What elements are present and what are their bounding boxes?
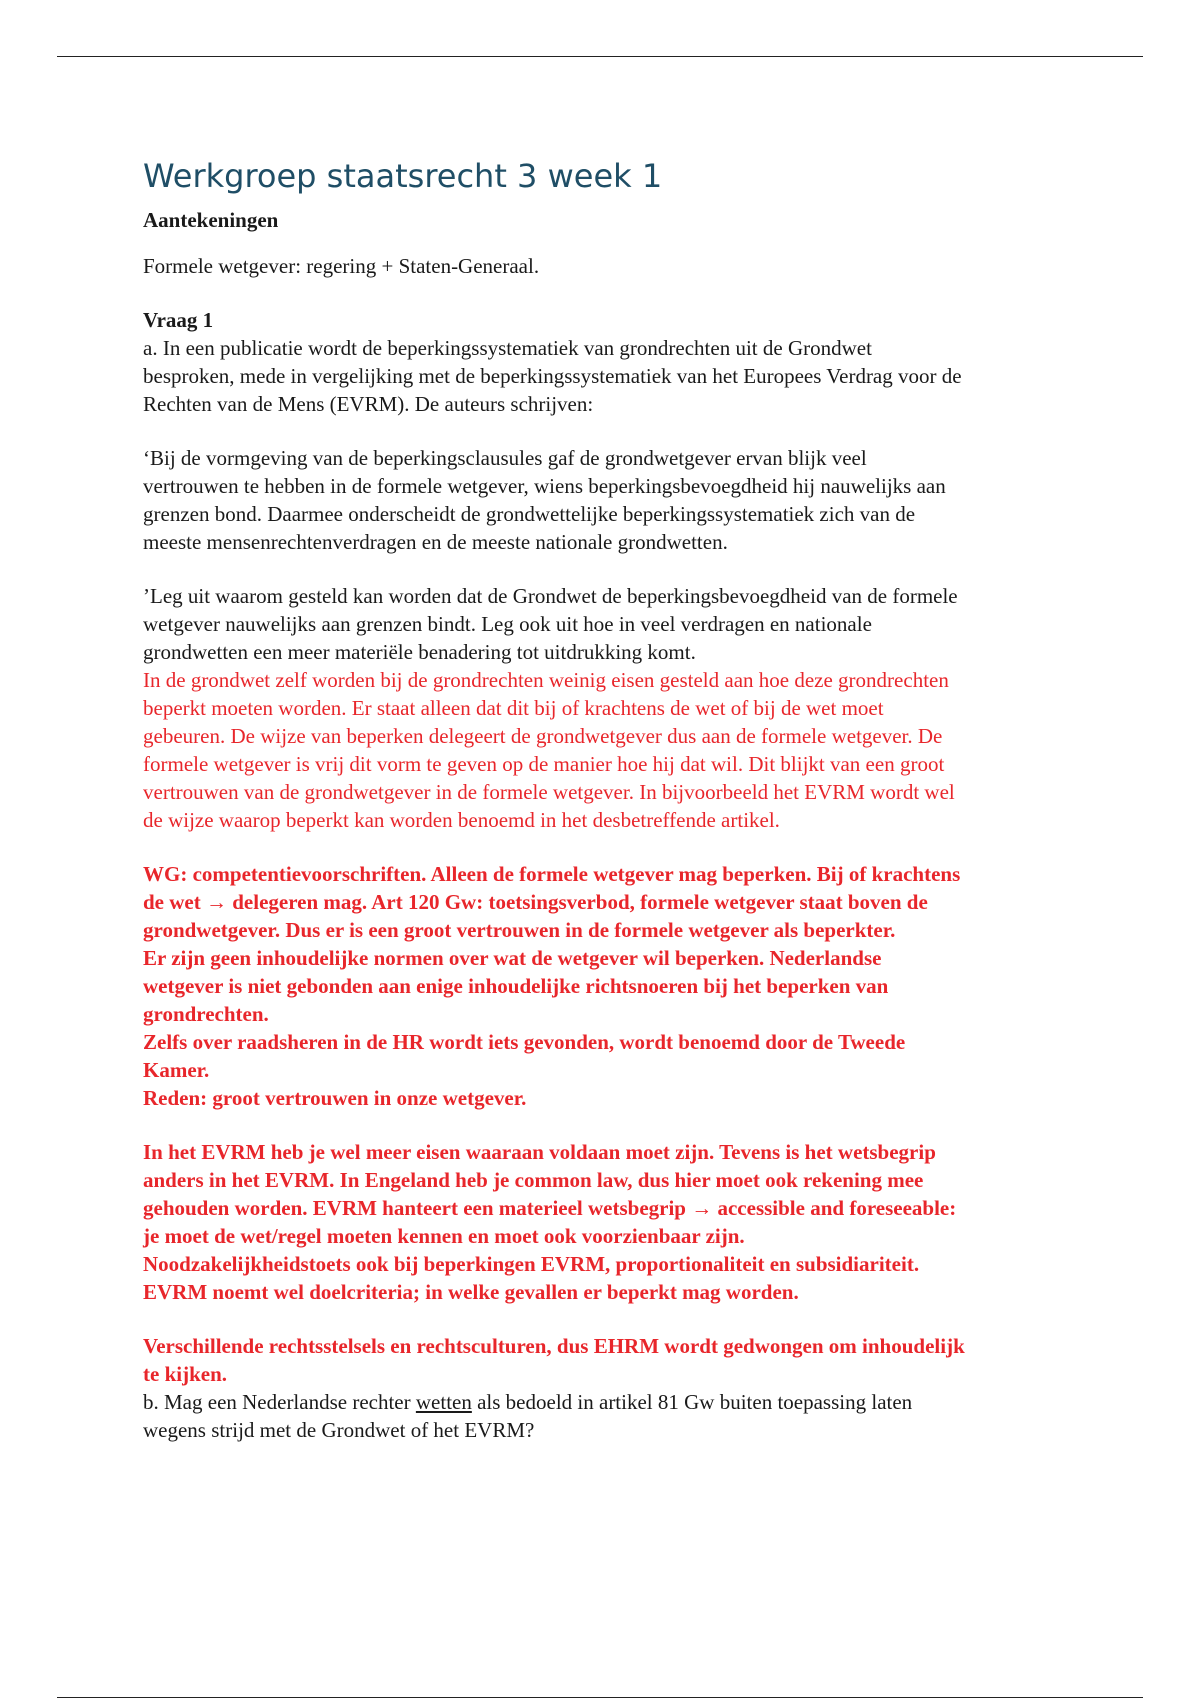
header-rule bbox=[57, 56, 1143, 57]
answer-line: In de grondwet zelf worden bij de grondrechten weinig eisen gesteld aan hoe deze grondrechten bbox=[143, 668, 949, 692]
footer-rule bbox=[57, 1697, 1143, 1698]
answer-line: de wijze waarop beperkt kan worden benoemd in het desbetreffende artikel. bbox=[143, 808, 780, 832]
question-1b bbox=[143, 1388, 1103, 1444]
note-line: grondwetgever. Dus er is een groot vertrouwen in de formele wetgever als beperkter. bbox=[143, 918, 896, 942]
quote-block bbox=[143, 444, 1103, 556]
note-line: Er zijn geen inhoudelijke normen over wat de wetgever wil beperken. Nederlandse bbox=[143, 946, 882, 970]
note-line: EVRM noemt wel doelcriteria; in welke gevallen er beperkt mag worden. bbox=[143, 1280, 799, 1304]
answer-line: beperkt moeten worden. Er staat alleen dat dit bij of krachtens de wet of bij de wet moet bbox=[143, 696, 884, 720]
paragraph-line: besproken, mede in vergelijking met de beperkingssystematiek van het Europees Verdrag voor de bbox=[143, 364, 962, 388]
note-line: anders in het EVRM. In Engeland heb je common law, dus hier moet ook rekening mee bbox=[143, 1168, 924, 1192]
note-line: Verschillende rechtsstelsels en rechtsculturen, dus EHRM wordt gedwongen om inhoudelijk bbox=[143, 1334, 965, 1358]
question-1b-text-pre: b. Mag een Nederlandse rechter bbox=[143, 1390, 416, 1414]
paragraph-line: vertrouwen te hebben in de formele wetgever, wiens beperkingsbevoegdheid hij nauwelijks aan bbox=[143, 474, 946, 498]
note-line: de wet → delegeren mag. Art 120 Gw: toetsingsverbod, formele wetgever staat boven de bbox=[143, 890, 928, 914]
note-line: Kamer. bbox=[143, 1058, 210, 1082]
note-line: Noodzakelijkheidstoets ook bij beperkingen EVRM, proportionaliteit en subsidiariteit. bbox=[143, 1252, 920, 1276]
paragraph-line: grenzen bond. Daarmee onderscheidt de grondwettelijke beperkingssystematiek zich van de bbox=[143, 502, 916, 526]
underlined-term: wetten bbox=[415, 1390, 472, 1414]
question-1a-intro bbox=[143, 334, 1103, 418]
workgroup-notes-1 bbox=[143, 860, 1103, 1112]
paragraph-line: meeste mensenrechtenverdragen en de meeste nationale grondwetten. bbox=[143, 530, 728, 554]
question-1-heading: Vraag 1 bbox=[143, 308, 214, 332]
note-line: Zelfs over raadsheren in de HR wordt iets gevonden, wordt benoemd door de Tweede bbox=[143, 1030, 906, 1054]
paragraph-line: wetgever nauwelijks aan grenzen bindt. Leg ook uit hoe in veel verdragen en nationale bbox=[143, 612, 872, 636]
answer-block bbox=[143, 666, 1103, 834]
note-line: wetgever is niet gebonden aan enige inhoudelijke richtsnoeren bij het beperken van bbox=[143, 974, 889, 998]
task-block bbox=[143, 582, 1103, 666]
paragraph-line bbox=[143, 1388, 1103, 1416]
paragraph-line: ’Leg uit waarom gesteld kan worden dat de Grondwet de beperkingsbevoegdheid van de formele bbox=[143, 584, 958, 608]
note-line: te kijken. bbox=[143, 1362, 227, 1386]
note-line: gehouden worden. EVRM hanteert een materieel wetsbegrip → accessible and foreseeable: bbox=[143, 1196, 957, 1220]
notes-line: Formele wetgever: regering + Staten-Generaal. bbox=[143, 254, 540, 278]
note-line: grondrechten. bbox=[143, 1002, 269, 1026]
document-title: Werkgroep staatsrecht 3 week 1 bbox=[143, 157, 663, 195]
document-page bbox=[143, 152, 1103, 1444]
paragraph-line: Rechten van de Mens (EVRM). De auteurs schrijven: bbox=[143, 392, 594, 416]
note-line: Reden: groot vertrouwen in onze wetgever. bbox=[143, 1086, 527, 1110]
question-1b-text-post: als bedoeld in artikel 81 Gw buiten toepassing laten bbox=[471, 1390, 913, 1414]
note-line: je moet de wet/regel moeten kennen en moet ook voorzienbaar zijn. bbox=[143, 1224, 745, 1248]
paragraph-line: a. In een publicatie wordt de beperkingssystematiek van grondrechten uit de Grondwet bbox=[143, 336, 872, 360]
paragraph-line: ‘Bij de vormgeving van de beperkingsclausules gaf de grondwetgever ervan blijk veel bbox=[143, 446, 867, 470]
paragraph-line: grondwetten een meer materiële benadering tot uitdrukking komt. bbox=[143, 640, 696, 664]
workgroup-notes-2 bbox=[143, 1138, 1103, 1306]
paragraph-line: wegens strijd met de Grondwet of het EVRM? bbox=[143, 1418, 535, 1442]
answer-line: formele wetgever is vrij dit vorm te geven op de manier hoe hij dat wil. Dit blijkt van een groot bbox=[143, 752, 945, 776]
note-line: WG: competentievoorschriften. Alleen de formele wetgever mag beperken. Bij of krachtens bbox=[143, 862, 961, 886]
answer-line: vertrouwen van de grondwetgever in de formele wetgever. In bijvoorbeeld het EVRM wordt wel bbox=[143, 780, 955, 804]
workgroup-notes-3 bbox=[143, 1332, 1103, 1388]
notes-heading: Aantekeningen bbox=[143, 208, 279, 232]
note-line: In het EVRM heb je wel meer eisen waaraan voldaan moet zijn. Tevens is het wetsbegrip bbox=[143, 1140, 936, 1164]
answer-line: gebeuren. De wijze van beperken delegeert de grondwetgever dus aan de formele wetgever. De bbox=[143, 724, 943, 748]
